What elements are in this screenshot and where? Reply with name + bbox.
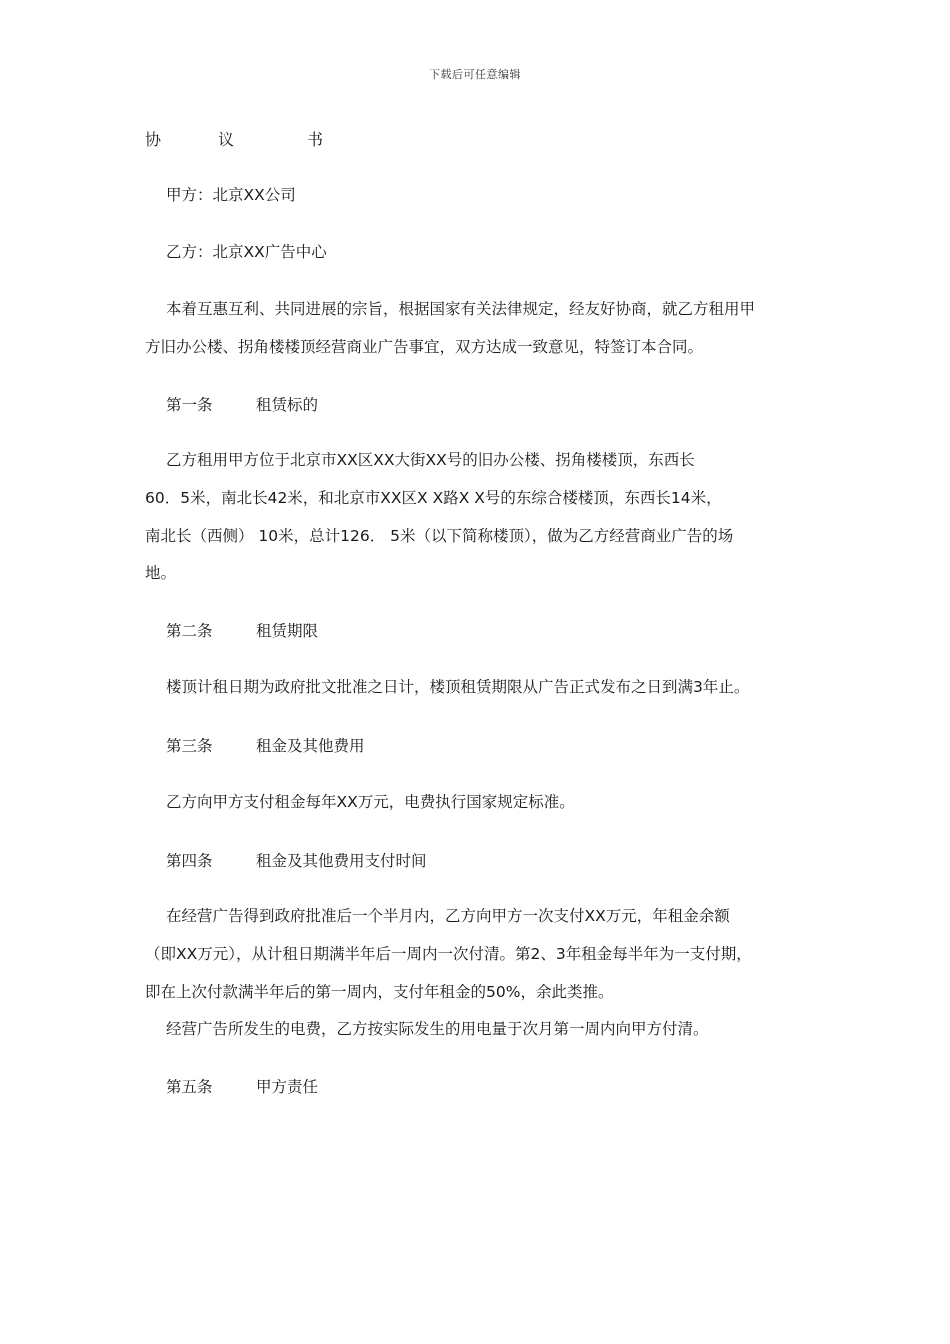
preamble-line-2: 方旧办公楼、拐角楼楼顶经营商业广告事宜，双方达成一致意见，特签订本合同。 (145, 338, 704, 356)
article-4-number: 第四条 (166, 852, 213, 870)
header-note: 下载后可任意编辑 (429, 68, 521, 81)
article-5-number: 第五条 (166, 1078, 213, 1096)
article-2-number: 第二条 (166, 622, 213, 640)
article-5-title: 甲方责任 (256, 1078, 319, 1096)
article-4-line-2: （即XX万元），从计租日期满半年后一周内一次付清。第2、3年租金每半年为一支付期， (145, 945, 752, 963)
article-3-line-1: 乙方向甲方支付租金每年XX万元，电费执行国家规定标准。 (166, 793, 575, 811)
article-4-line-4: 经营广告所发生的电费，乙方按实际发生的用电量于次月第一周内向甲方付清。 (166, 1020, 709, 1038)
title-char-3: 书 (307, 130, 324, 149)
preamble-line-1: 本着互惠互利、共同进展的宗旨，根据国家有关法律规定，经友好协商，就乙方租用甲 (166, 300, 756, 318)
title-char-1: 协 (145, 130, 162, 149)
article-2-line-1: 楼顶计租日期为政府批文批准之日计，楼顶租赁期限从广告正式发布之日到满3年止。 (166, 678, 750, 696)
article-4-title: 租金及其他费用支付时间 (256, 852, 427, 870)
article-3-title: 租金及其他费用 (256, 737, 365, 755)
article-4-line-1: 在经营广告得到政府批准后一个半月内，乙方向甲方一次支付XX万元，年租金余额 (166, 907, 730, 925)
article-1-line-1: 乙方租用甲方位于北京市XX区XX大街XX号的旧办公楼、拐角楼楼顶，东西长 (166, 451, 695, 469)
article-1-number: 第一条 (166, 396, 213, 414)
party-a: 甲方：北京XX公司 (166, 186, 296, 204)
party-b: 乙方：北京XX广告中心 (166, 243, 327, 261)
article-3-number: 第三条 (166, 737, 213, 755)
article-1-line-2: 60．5米，南北长42米，和北京市XX区X X路X X号的东综合楼楼顶，东西长14米， (145, 489, 722, 507)
article-2-title: 租赁期限 (256, 622, 319, 640)
article-1-line-3: 南北长（西侧） 10米，总计126． 5米（以下简称楼顶），做为乙方经营商业广告的场 (145, 527, 734, 545)
article-4-line-3: 即在上次付款满半年后的第一周内，支付年租金的50%，余此类推。 (145, 983, 614, 1001)
title-char-2: 议 (218, 130, 235, 149)
article-1-line-4: 地。 (145, 564, 177, 582)
article-1-title: 租赁标的 (256, 396, 319, 414)
